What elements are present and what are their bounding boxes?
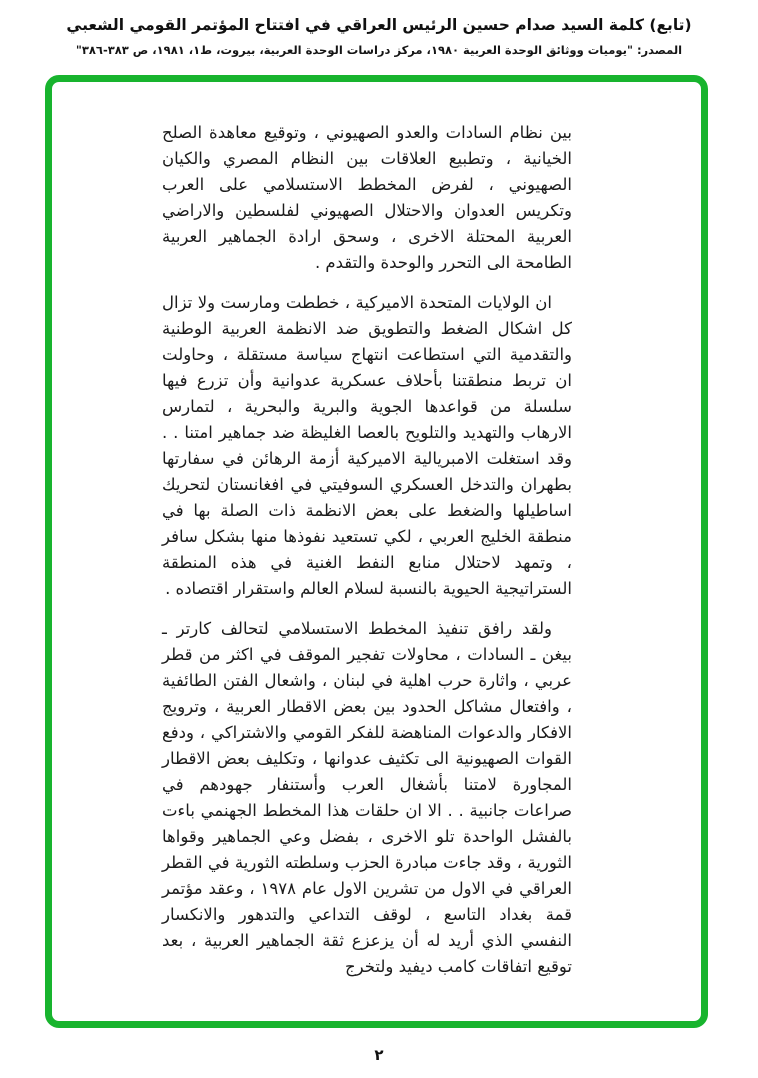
- paragraph-2: ان الولايات المتحدة الاميركية ، خططت ومارست ولا تزال كل اشكال الضغط والتطويق ضد الانظمة العربية الوطنية والتقدمية التي استطاعت انتهاج سياسة مستقلة ، وحاولت ان تربط منطقتنا بأحلاف عسكرية عدوانية وأن تزرع فيها سلسلة من قواعدها الجوية والبرية والبحرية ، لتمارس الارهاب والتهديد والتلويح بالعصا الغليظة ضد جماهير امتنا . . وقد استغلت الامبريالية الاميركية أزمة الرهائن في سفارتها بطهران والتدخل العسكري السوفيتي في افغانستان لتحريك اساطيلها والضغط على بعض الانظمة ذات الصلة بها في منطقة الخليج العربي ، لكي تستعيد نفوذها منها بشكل سافر ، وتمهد لاحتلال منابع النفط الغنية في هذه المنطقة الستراتيجية الحيوية بالنسبة لسلام العالم واستقرار اقتصاده .: [162, 293, 572, 598]
- paragraph-3: ولقد رافق تنفيذ المخطط الاستسلامي لتحالف كارتر ـ بيغن ـ السادات ، محاولات تفجير الموقف في اكثر من قطر عربي ، واثارة حرب اهلية في لبنان ، واشعال الفتن الطائفية ، وافتعال مشاكل الحدود بين بعض الاقطار العربية ، وترويج الافكار والدعوات المناهضة للفكر القومي والاشتراكي ، ودفع القوات الصهيونية الى تكثيف عدوانها ، وتكليف بعض الاقطار المجاورة لامتنا بأشغال العرب وأستنفار جهودهم في صراعات جانبية . . الا ان حلقات هذا المخطط الجهنمي باءت بالفشل الواحدة تلو الاخرى ، بفضل وعي الجماهير وقواها الثورية ، وقد جاءت مبادرة الحزب وسلطته الثورية في القطر العراقي في الاول من تشرين الاول عام ١٩٧٨ ، وعقد مؤتمر قمة بغداد التاسع ، لوقف التداعي والتدهور والانكسار النفسي الذي أريد له أن يزعزع ثقة الجماهير العربية ، بعد توقيع اتفاقات كامب ديفيد ولتخرج: [162, 619, 573, 976]
- page-title: (تابع) كلمة السيد صدام حسين الرئيس العراقي في افتتاح المؤتمر القومي الشعبي: [66, 16, 692, 34]
- body-text: [162, 120, 572, 994]
- paragraph-1: بين نظام السادات والعدو الصهيوني ، وتوقيع معاهدة الصلح الخيانية ، وتطبيع العلاقات بين النظام المصري والكيان الصهيوني ، لفرض المخطط الاستسلامي على العرب وتكريس العدوان والاحتلال الصهيوني لفلسطين والاراضي العربية المحتلة الاخرى ، وسحق ارادة الجماهير العربية الطامحة الى التحرر والوحدة والتقدم .: [162, 123, 572, 272]
- source-citation: المصدر: "يوميات ووثائق الوحدة العربية ١٩٨٠، مركز دراسات الوحدة العربية، بيروت، ط١، ١٩٨١، ص ٣٨٣-٣٨٦": [75, 43, 683, 57]
- page-header: [0, 14, 758, 59]
- page-number: ٢: [374, 1046, 384, 1064]
- green-frame: [45, 75, 708, 1028]
